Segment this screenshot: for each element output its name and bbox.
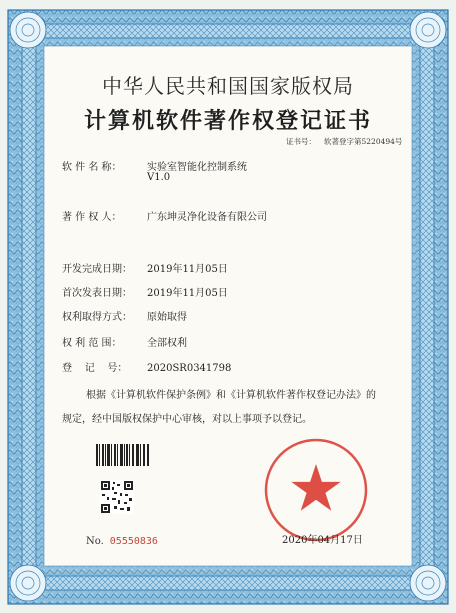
barcode-image: [96, 444, 150, 466]
field-software-version: [147, 172, 170, 183]
field-label: 权 利 范 围：: [62, 338, 122, 349]
field-label: 登 记 号：: [62, 363, 128, 374]
field-value: 2020SR0341798: [147, 363, 232, 374]
field-rights-scope: [62, 334, 187, 349]
serial-number: [86, 536, 158, 547]
certificate-number: [286, 136, 410, 147]
field-publish-date: [62, 284, 228, 299]
field-value: V1.0: [147, 172, 171, 183]
field-label: 权利取得方式：: [62, 312, 132, 323]
field-label: 开发完成日期：: [62, 264, 132, 275]
issue-date: 2020年04月17日: [282, 535, 363, 546]
field-value: 实验室智能化控制系统: [147, 162, 247, 173]
field-label: 首次发表日期：: [62, 288, 132, 299]
field-value: 广东坤灵净化设备有限公司: [147, 212, 267, 223]
field-label: 著 作 权 人：: [62, 212, 122, 223]
field-value: 全部权利: [147, 338, 187, 349]
serial-number-value: 05550836: [109, 536, 158, 547]
qr-code-image: [100, 480, 134, 514]
certificate-title: 计算机软件著作权登记证书: [83, 108, 372, 134]
registration-statement: [62, 384, 402, 432]
field-label: 软 件 名 称：: [62, 162, 122, 173]
field-value: 2019年11月05日: [147, 264, 228, 275]
field-dev-date: [62, 260, 228, 275]
certificate-number-value: 软著登字第5220494号: [324, 137, 403, 146]
issuer-name: 中华人民共和国国家版权局: [102, 74, 354, 98]
field-copyright-owner: [62, 208, 267, 223]
certificate-number-label: 证书号：: [286, 137, 316, 146]
field-registration-no: [62, 359, 231, 374]
field-value: 原始取得: [147, 312, 187, 323]
serial-number-label: No.: [86, 536, 104, 547]
statement-line-1: 根据《计算机软件保护条例》和《计算机软件著作权登记办法》的: [86, 390, 376, 401]
statement-line-2: 规定，经中国版权保护中心审核，对以上事项予以登记。: [62, 414, 312, 425]
field-acquisition: [62, 308, 187, 323]
field-software-name: [62, 158, 247, 173]
field-value: 2019年11月05日: [147, 288, 228, 299]
official-seal: [262, 436, 370, 544]
